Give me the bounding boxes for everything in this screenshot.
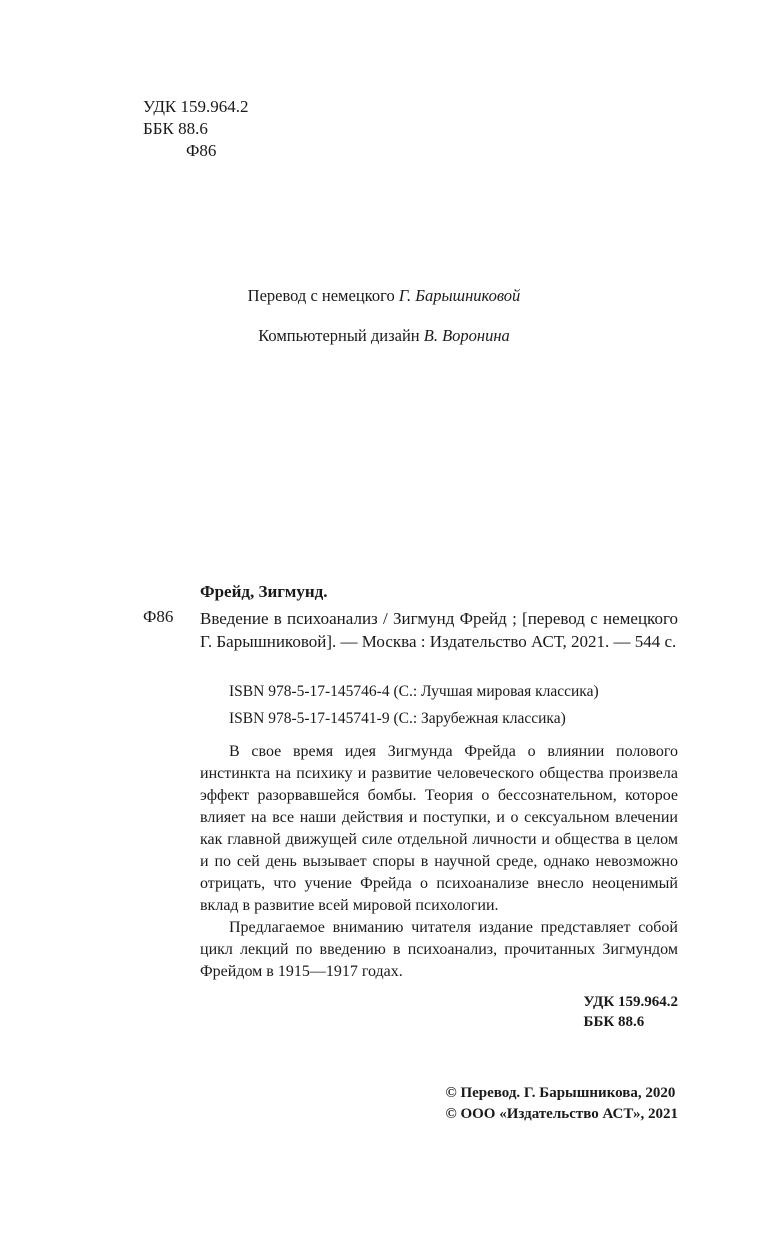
footer-bbk-code: ББК 88.6	[583, 1014, 645, 1030]
annotation-paragraph-1: В свое время идея Зигмунда Фрейда о влиянии полового инстинкта на психику и развитие человеческого общества произвела эффект разорвавшейся бомбы. Теория о бессознательном, которое влияет на все наши действия и поступки, и о сексуальном влечении как главной движущей силе отдельной личности и общества в целом и по сей день вызывает споры в научной среде, однако невозможно отрицать, что учение Фрейда о психоанализе внесло неоценимый вклад в развитие всей мировой психологии.	[200, 743, 678, 914]
translation-credit	[0, 286, 768, 306]
bbk-code: ББК 88.6	[143, 119, 208, 138]
translator-name: Г. Барышниковой	[398, 286, 521, 305]
design-credit	[0, 326, 768, 346]
catalog-author-sign: Ф86	[143, 607, 174, 626]
copyright-block	[445, 1083, 678, 1125]
isbn-line-2: ISBN 978-5-17-145741-9 (С.: Зарубежная классика)	[229, 710, 566, 727]
author-sign: Ф86	[186, 141, 217, 160]
catalog-author: Фрейд, Зигмунд.	[200, 582, 328, 601]
design-label: Компьютерный дизайн	[258, 326, 420, 345]
footer-classification-codes	[584, 992, 678, 1032]
copyright-line-2: © ООО «Издательство АСТ», 2021	[445, 1106, 678, 1122]
annotation	[200, 741, 678, 983]
copyright-line-1: © Перевод. Г. Барышникова, 2020	[445, 1085, 676, 1101]
catalog-entry: Введение в психоанализ / Зигмунд Фрейд ; [перевод с немецкого Г. Барышниковой]. — Москва : Издательство АСТ, 2021. — 544 с.	[200, 609, 678, 651]
annotation-paragraph-2: Предлагаемое вниманию читателя издание представляет собой цикл лекций по введению в психоанализ, прочитанных Зигмундом Фрейдом в 1915—1917 годах.	[200, 919, 678, 980]
classification-codes	[143, 96, 249, 162]
translation-label: Перевод с немецкого	[247, 286, 395, 305]
designer-name: В. Воронина	[423, 326, 510, 345]
udk-code: УДК 159.964.2	[143, 97, 249, 116]
footer-udk-code: УДК 159.964.2	[583, 994, 678, 1010]
isbn-line-1: ISBN 978-5-17-145746-4 (С.: Лучшая мировая классика)	[229, 683, 599, 700]
